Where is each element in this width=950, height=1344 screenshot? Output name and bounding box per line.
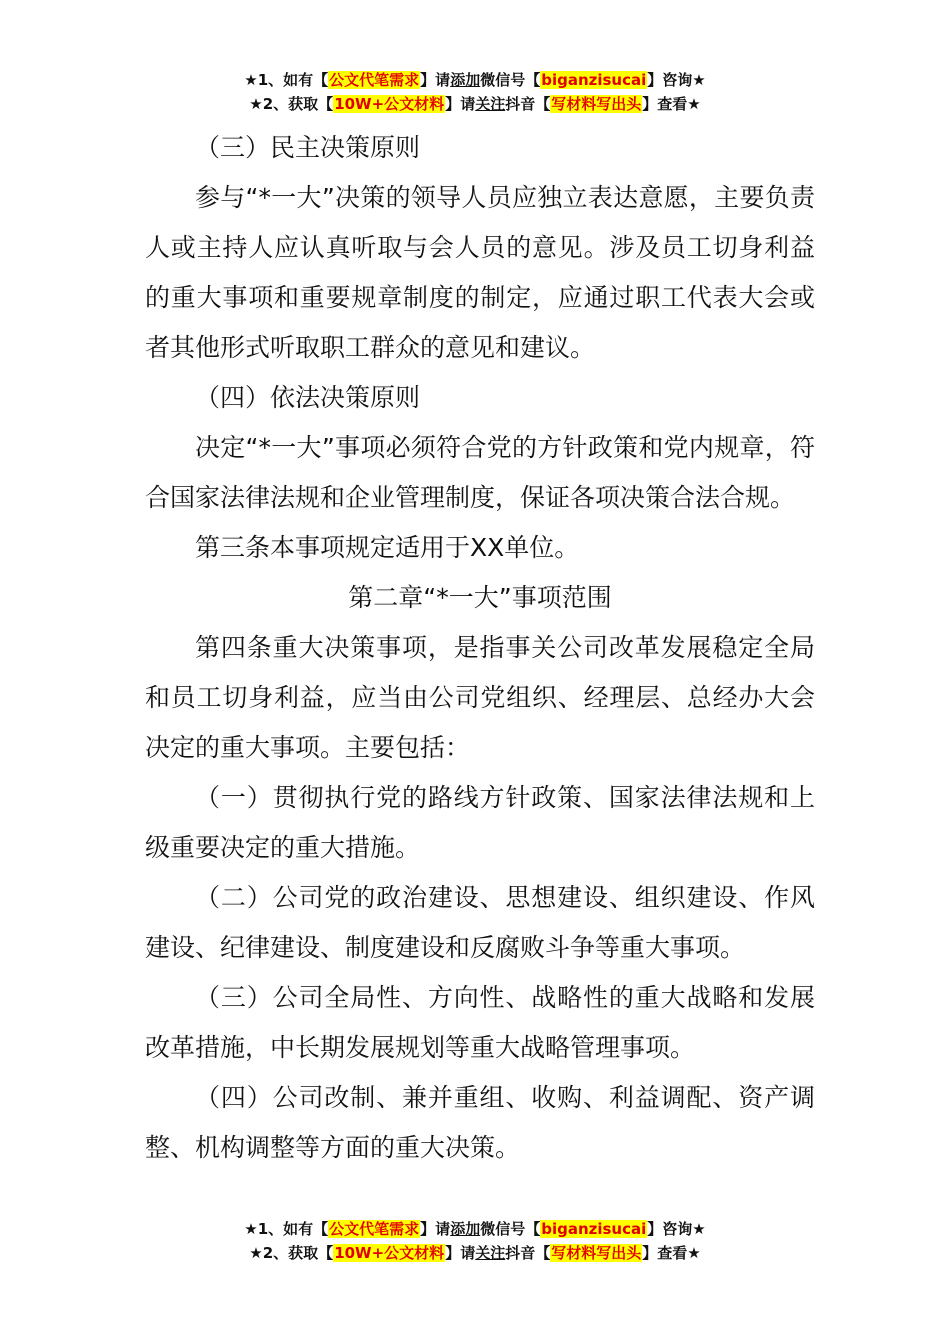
banner-text: 微信号【 (480, 1220, 541, 1238)
header-banner (0, 68, 950, 116)
document-body (145, 123, 815, 1173)
banner-underline: 关注 (475, 1244, 506, 1262)
banner-text: ★2、获取【 (249, 1244, 334, 1262)
footer-banner (0, 1217, 950, 1265)
banner-highlight: 公文代笔需求 (329, 71, 420, 89)
list-item: （二）公司党的政治建设、思想建设、组织建设、作风建设、纪律建设、制度建设和反腐败斗争等重大事项。 (145, 883, 815, 962)
banner-text: 抖音【 (505, 95, 551, 113)
list-item: （三）公司全局性、方向性、战略性的重大战略和发展改革措施，中长期发展规划等重大战略管理事项。 (145, 983, 815, 1062)
banner-line-2 (0, 1241, 950, 1265)
banner-highlight: 写材料写出头 (551, 1244, 642, 1262)
banner-line-1 (0, 1217, 950, 1241)
banner-text: 】查看★ (642, 1244, 701, 1262)
banner-text: 】请 (420, 71, 451, 89)
banner-underline: 添加 (450, 71, 481, 89)
section-heading: （三）民主决策原则 (195, 133, 421, 162)
banner-highlight: 10W+公文材料 (334, 95, 445, 113)
banner-text: 抖音【 (505, 1244, 551, 1262)
banner-text: 】咨询★ (647, 1220, 706, 1238)
banner-highlight: 公文代笔需求 (329, 1220, 420, 1238)
section-heading: （四）依法决策原则 (195, 383, 421, 412)
banner-text: 】咨询★ (647, 71, 706, 89)
banner-line-2 (0, 92, 950, 116)
banner-highlight: 10W+公文材料 (334, 1244, 445, 1262)
banner-highlight: biganzisucai (541, 1220, 647, 1238)
banner-text: ★1、如有【 (244, 71, 329, 89)
article: 第三条本事项规定适用于XX单位。 (195, 533, 580, 562)
list-item: （一）贯彻执行党的路线方针政策、国家法律法规和上级重要决定的重大措施。 (145, 783, 815, 862)
banner-text: 】请 (420, 1220, 451, 1238)
banner-underline: 关注 (475, 95, 506, 113)
paragraph: 参与“*一大”决策的领导人员应独立表达意愿，主要负责人或主持人应认真听取与会人员的意见。涉及员工切身利益的重大事项和重要规章制度的制定，应通过职工代表大会或者其他形式听取职工群众的意见和建议。 (145, 183, 815, 362)
chapter-title: 第二章“*一大”事项范围 (348, 583, 612, 612)
banner-line-1 (0, 68, 950, 92)
article: 第四条重大决策事项，是指事关公司改革发展稳定全局和员工切身利益，应当由公司党组织、经理层、总经办大会决定的重大事项。主要包括： (145, 633, 815, 762)
paragraph: 决定“*一大”事项必须符合党的方针政策和党内规章，符合国家法律法规和企业管理制度，保证各项决策合法合规。 (145, 433, 815, 512)
banner-underline: 添加 (450, 1220, 481, 1238)
banner-text: 】请 (445, 1244, 476, 1262)
banner-highlight: biganzisucai (541, 71, 647, 89)
banner-text: ★1、如有【 (244, 1220, 329, 1238)
banner-text: 微信号【 (480, 71, 541, 89)
banner-text: 】查看★ (642, 95, 701, 113)
banner-text: 】请 (445, 95, 476, 113)
list-item: （四）公司改制、兼并重组、收购、利益调配、资产调整、机构调整等方面的重大决策。 (145, 1083, 815, 1162)
banner-text: ★2、获取【 (249, 95, 334, 113)
banner-highlight: 写材料写出头 (551, 95, 642, 113)
